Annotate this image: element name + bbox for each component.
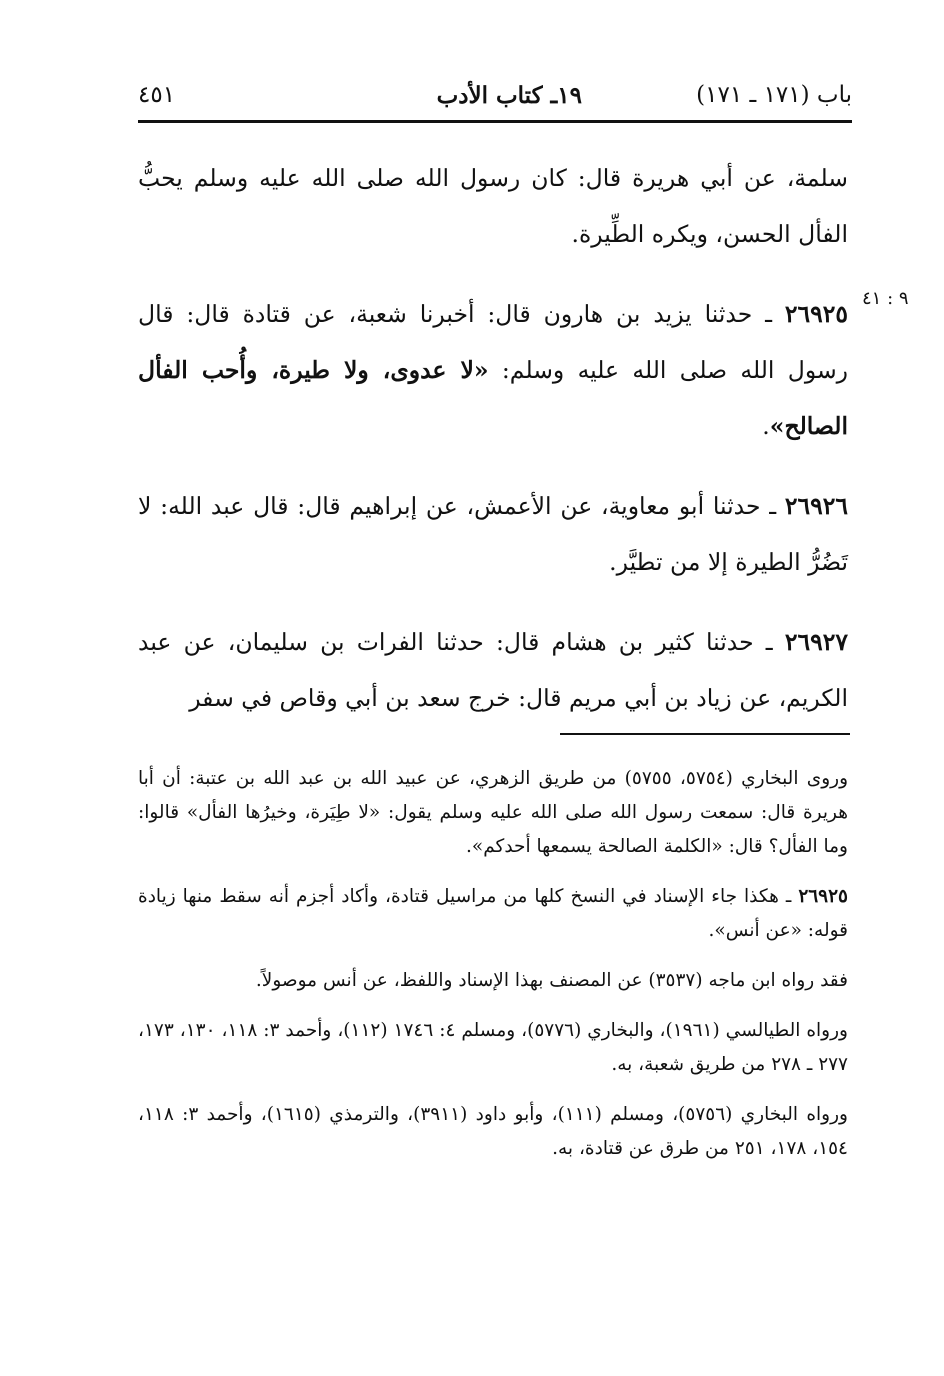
hadith-26926 bbox=[138, 478, 848, 590]
running-header bbox=[138, 78, 852, 118]
hadith-matn: «لا عدوى، ولا طيرة، وأُحب الفأل الصالح» bbox=[138, 356, 848, 440]
hadith-text: ـ حدثنا أبو معاوية، عن الأعمش، عن إبراهيم قال: قال عبد الله: لا تَضُرُّ الطيرة إلا من تطيَّر. bbox=[138, 492, 848, 576]
footnote: فقد رواه ابن ماجه (٣٥٣٧) عن المصنف بهذا الإسناد واللفظ، عن أنس موصولاً. bbox=[255, 970, 848, 991]
chapter-range: باب (١٧١ ـ ١٧١) bbox=[696, 82, 852, 108]
hadith-26927 bbox=[138, 614, 848, 726]
footnote-separator bbox=[560, 733, 850, 735]
book-title: ١٩ـ كتاب الأدب bbox=[436, 82, 582, 109]
footnote: ورواه الطيالسي (١٩٦١)، والبخاري (٥٧٧٦)، ومسلم ٤: ١٧٤٦ (١١٢)، وأحمد ٣: ١١٨، ١٣٠، ١٧٣، ٢٧٧ ـ ٢٧٨ من طريق شعبة، به. bbox=[138, 1020, 848, 1075]
page-number: ٤٥١ bbox=[138, 82, 176, 108]
main-text bbox=[138, 150, 848, 750]
header-rule bbox=[138, 120, 852, 123]
footnote: وروى البخاري (٥٧٥٤، ٥٧٥٥) من طريق الزهري، عن عبيد الله بن عبد الله بن عتبة: أن أبا هريرة قال: سمعت رسول الله صلى الله عليه وسلم يقول: «لا طِيَرة، وخيرُها الفأل» قالوا: وما الفأل؟ قال: «الكلمة الصالحة يسمعها أحدكم». bbox=[138, 768, 848, 857]
paragraph-continuation: سلمة، عن أبي هريرة قال: كان رسول الله صلى الله عليه وسلم يحبُّ الفأل الحسن، ويكره الطِّيرة. bbox=[138, 164, 848, 248]
hadith-number: ٢٦٩٢٧ bbox=[784, 628, 848, 656]
hadith-26925 bbox=[138, 286, 848, 454]
period: . bbox=[762, 412, 770, 440]
footnote-text: ـ هكذا جاء الإسناد في النسخ كلها من مراسيل قتادة، وأكاد أجزم أنه سقط منها زيادة قوله: «عن أنس». bbox=[138, 886, 848, 941]
hadith-number: ٢٦٩٢٦ bbox=[784, 492, 848, 520]
footnote bbox=[138, 880, 848, 948]
hadith-text: ـ حدثنا كثير بن هشام قال: حدثنا الفرات بن سليمان، عن عبد الكريم، عن زياد بن أبي مريم قال: خرج سعد بن أبي وقاص في سفر bbox=[138, 628, 848, 712]
footnote: ورواه البخاري (٥٧٥٦)، ومسلم (١١١)، وأبو داود (٣٩١١)، والترمذي (١٦١٥)، وأحمد ٣: ١١٨، ١٥٤، ١٧٨، ٢٥١ من طرق عن قتادة، به. bbox=[138, 1104, 848, 1159]
isnad-text: ـ حدثنا يزيد بن هارون قال: أخبرنا شعبة، عن قتادة قال: قال رسول الله صلى الله عليه وسلم: bbox=[138, 300, 848, 384]
hadith-number: ٢٦٩٢٥ bbox=[784, 300, 848, 328]
footnotes bbox=[138, 762, 848, 1182]
footnote-number: ٢٦٩٢٥ bbox=[798, 886, 848, 907]
margin-reference: ٩ : ٤١ bbox=[862, 288, 909, 309]
